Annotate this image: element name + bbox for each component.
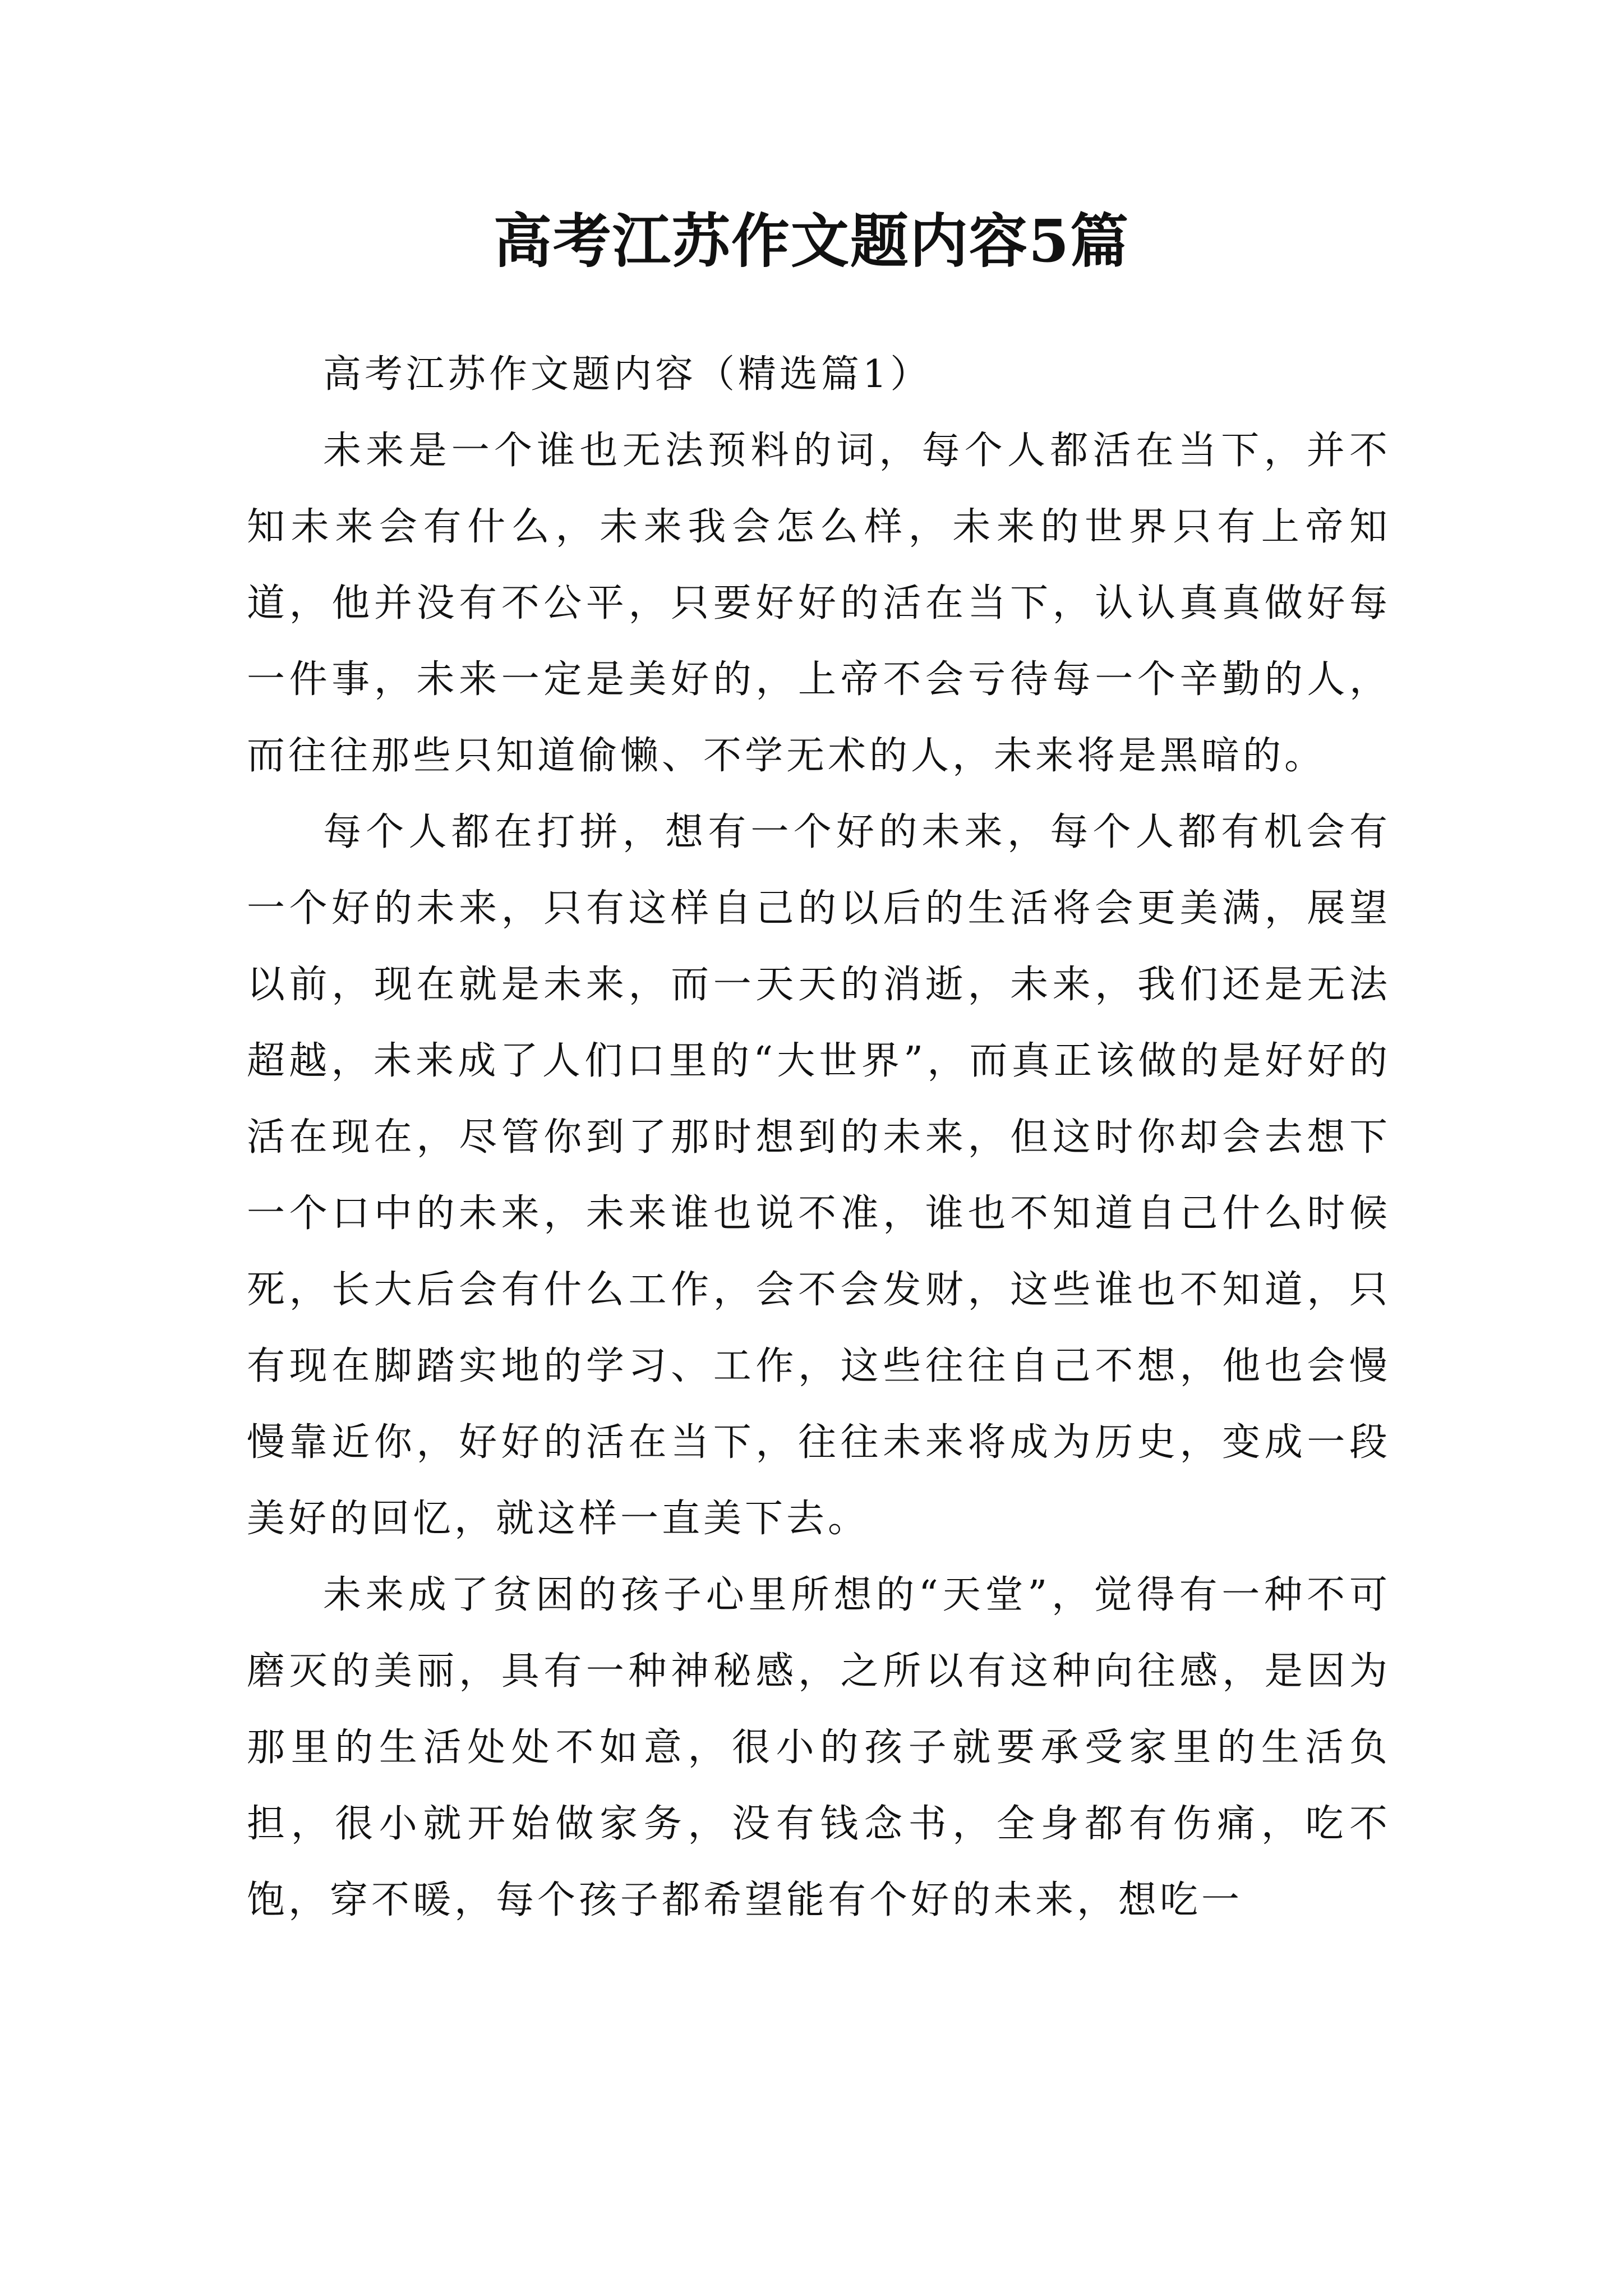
paragraph-3: 未来成了贫困的孩子心里所想的“天堂”，觉得有一种不可磨灭的美丽，具有一种神秘感，之所以有这种向往感，是因为那里的生活处处不如意，很小的孩子就要承受家里的生活负担，很小就开始做家务，没有钱念书，全身都有伤痛，吃不饱，穿不暖，每个孩子都希望能有个好的未来，想吃一 xyxy=(247,1573,1391,1922)
section-heading: 高考江苏作文题内容（精选篇1） xyxy=(323,352,932,397)
document-body xyxy=(247,337,1391,1939)
document-title: 高考江苏作文题内容5篇 xyxy=(493,206,1130,275)
paragraph-1: 未来是一个谁也无法预料的词，每个人都活在当下，并不知未来会有什么，未来我会怎么样，未来的世界只有上帝知道，他并没有不公平，只要好好的活在当下，认认真真做好每一件事，未来一定是美好的，上帝不会亏待每一个辛勤的人，而往往那些只知道偷懒、不学无术的人，未来将是黑暗的。 xyxy=(247,429,1391,778)
paragraph-2: 每个人都在打拼，想有一个好的未来，每个人都有机会有一个好的未来，只有这样自己的以后的生活将会更美满，展望以前，现在就是未来，而一天天的消逝，未来，我们还是无法超越，未来成了人们口里的“大世界”，而真正该做的是好好的活在现在，尽管你到了那时想到的未来，但这时你却会去想下一个口中的未来，未来谁也说不准，谁也不知道自己什么时候死，长大后会有什么工作，会不会发财，这些谁也不知道，只有现在脚踏实地的学习、工作，这些往往自己不想，他也会慢慢靠近你，好好的活在当下，往往未来将成为历史，变成一段美好的回忆，就这样一直美下去。 xyxy=(247,810,1391,1541)
